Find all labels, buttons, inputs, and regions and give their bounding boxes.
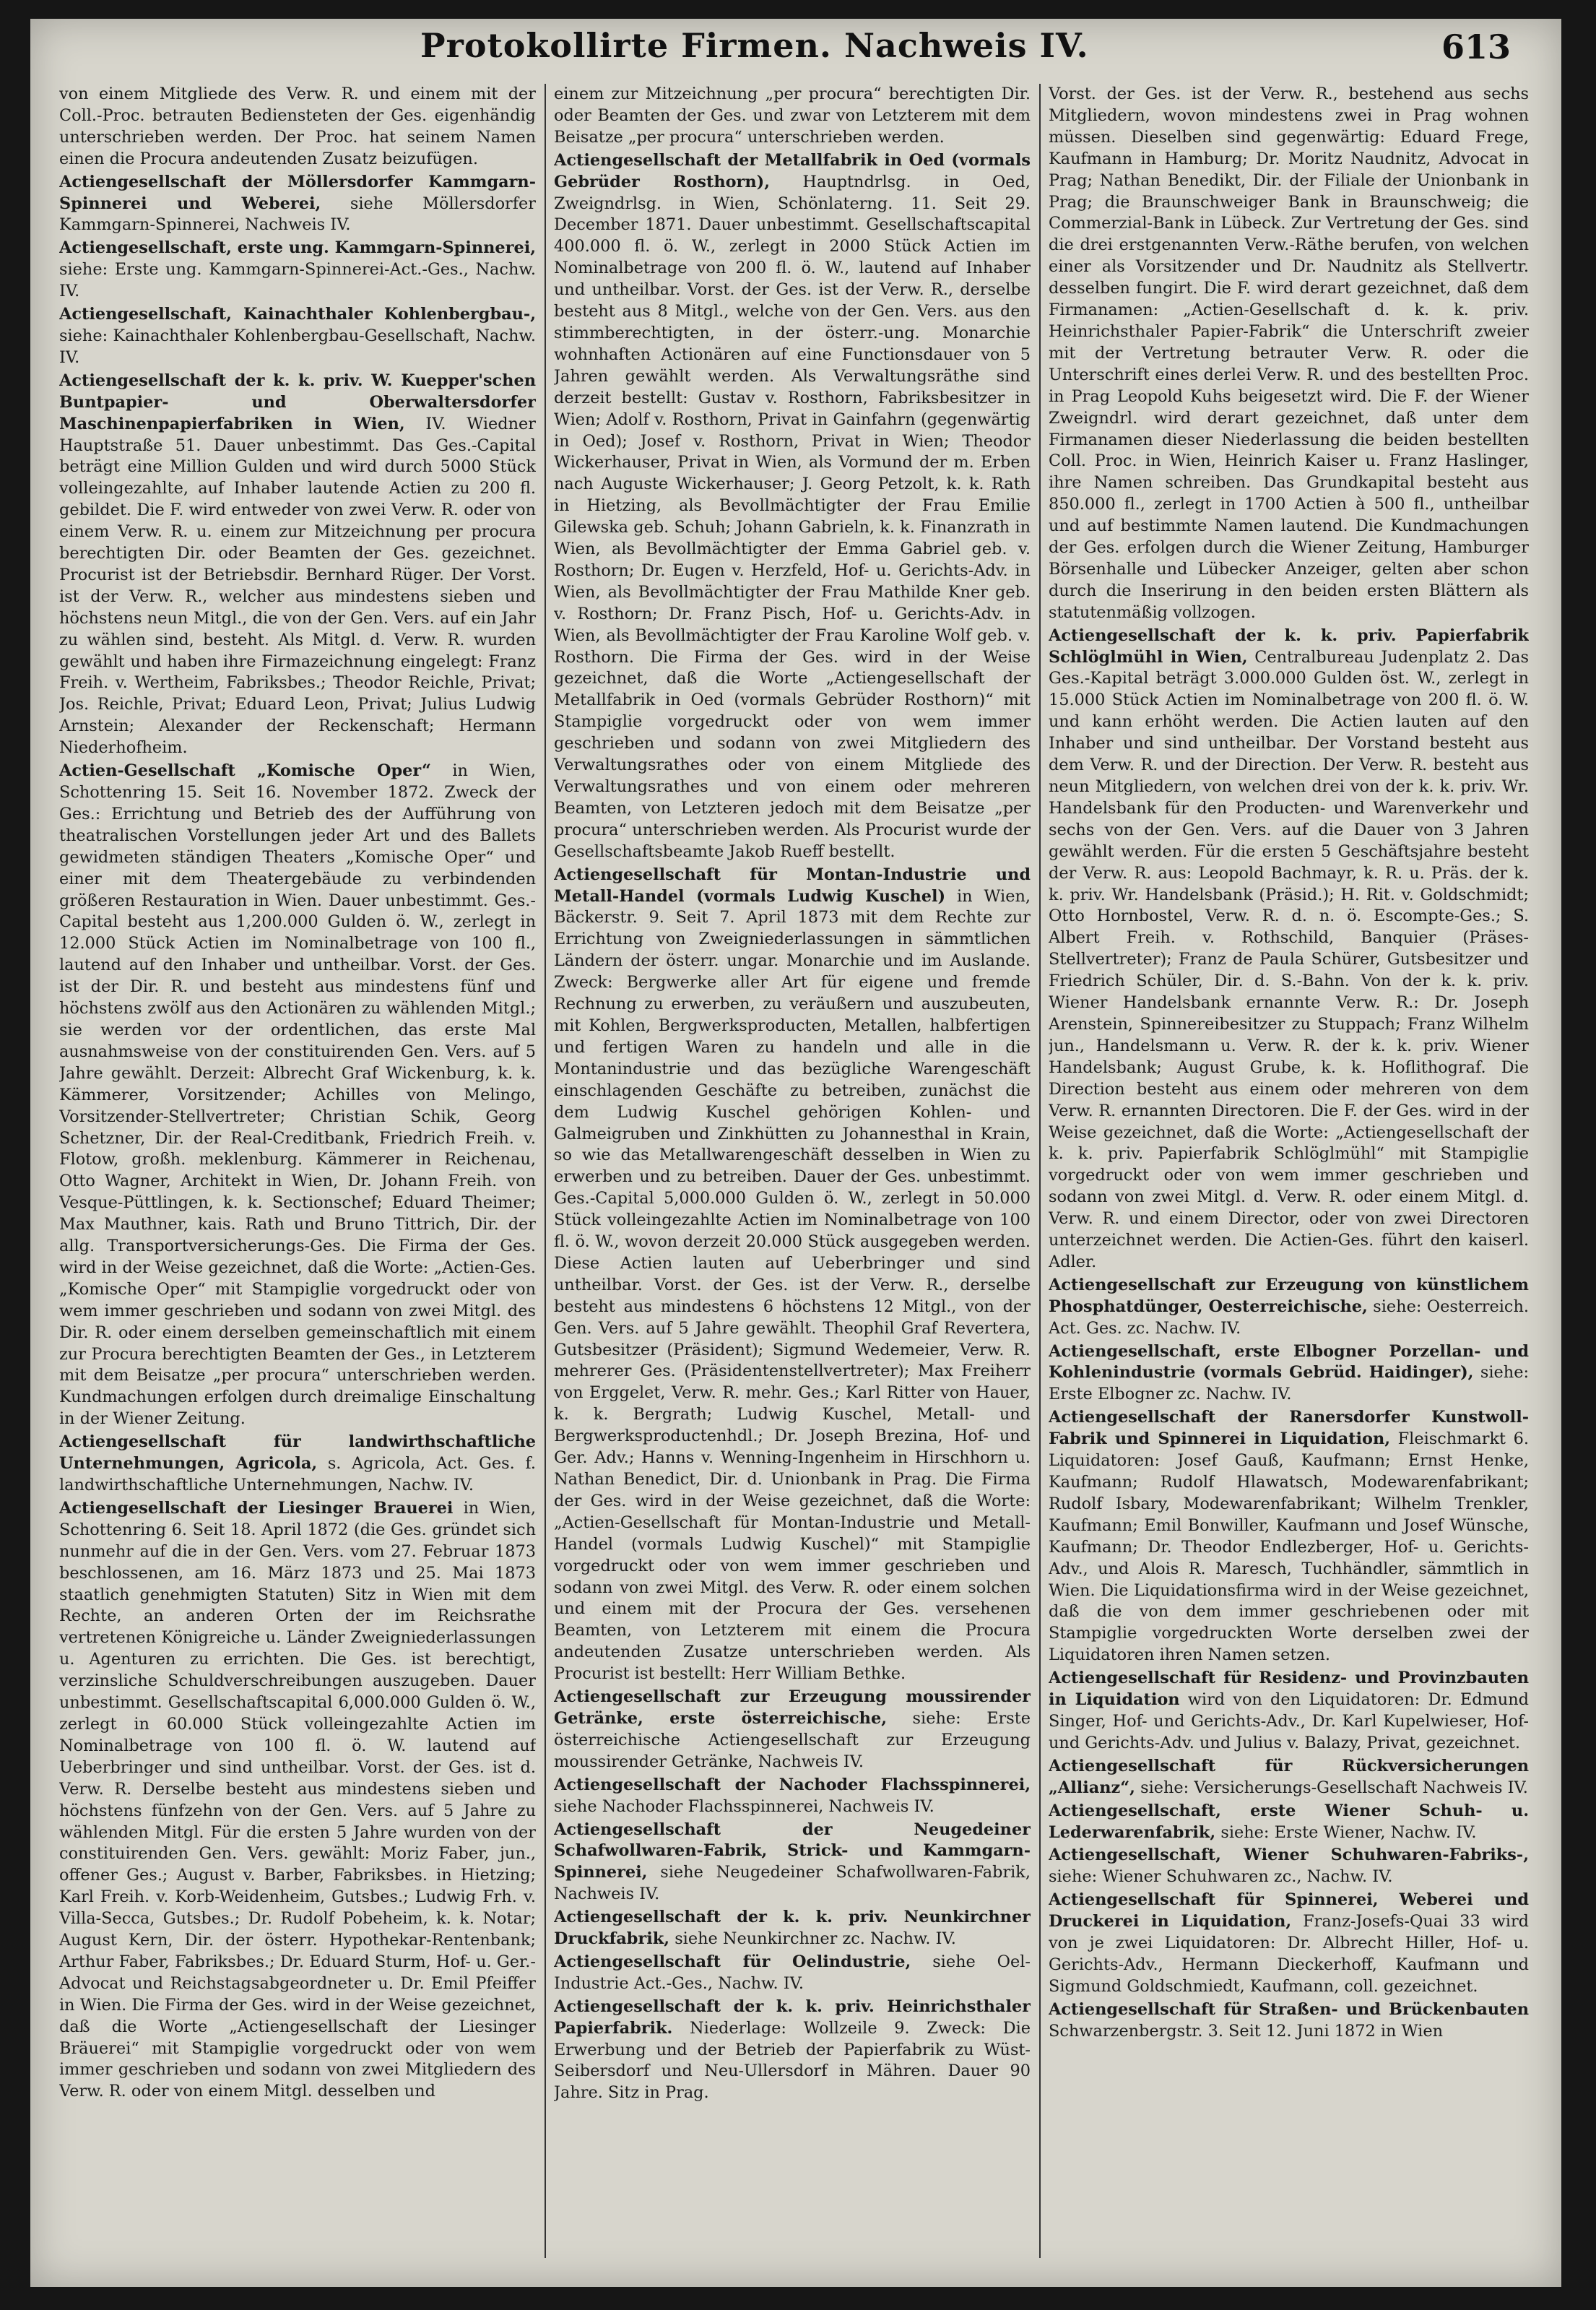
entry-text: siehe: Kainachthaler Kohlenbergbau-Gesellschaft, Nachw. IV. — [59, 326, 536, 367]
entry-text: einem zur Mitzeichnung „per procura“ berechtigten Dir. oder Beamten der Ges. und zwar von Letzterem mit dem Beisatze „per procura“ unterschrieben werden. — [554, 85, 1031, 147]
register-entry — [554, 1907, 1031, 1950]
column-3 — [1049, 84, 1529, 2265]
entry-heading: Actiengesellschaft für Spinnerei, Weberei und Druckerei in Liquidation, — [1049, 1890, 1529, 1932]
entry-heading: Actiengesellschaft der Nachoder Flachsspinnerei, — [554, 1775, 1031, 1794]
entry-text: siehe: Erste österreichische Actiengesellschaft zur Erzeugung moussirender Getränke, Nachweis IV. — [554, 1708, 1031, 1771]
entry-text: siehe Neugedeiner Schafwollwaren-Fabrik, Nachweis IV. — [554, 1863, 1031, 1904]
register-entry — [1049, 1890, 1529, 1998]
register-entry — [59, 761, 536, 1430]
entry-text: Niederlage: Wollzeile 9. Zweck: Die Erwerbung und der Betrieb der Papierfabrik zu Wüst-Seibersdorf und Neu-Ullersdorf in Mähren. Dauer 90 Jahre. Sitz in Prag. — [554, 2018, 1031, 2103]
register-entry — [554, 1820, 1031, 1906]
register-entry — [59, 1498, 536, 2103]
entry-text: siehe: Erste Elbogner zc. Nachw. IV. — [1049, 1363, 1529, 1404]
entry-text: von einem Mitgliede des Verw. R. und einem mit der Coll.-Proc. betrauten Bediensteten der Ges. eigenhändig unterschrieben werden. Der Proc. hat seinem Namen einen die Procura andeutenden Zusatz beizufügen. — [59, 85, 536, 168]
register-entry — [1049, 1756, 1529, 1799]
entry-heading: Actiengesellschaft, erste Wiener Schuh- u. Lederwarenfabrik, — [1049, 1801, 1529, 1842]
column-divider — [545, 84, 546, 2258]
entry-text: siehe: Oesterreich. Act. Ges. zc. Nachw. IV. — [1049, 1297, 1529, 1338]
entry-text: Schwarzenbergstr. 3. Seit 12. Juni 1872 in Wien — [1049, 2021, 1443, 2041]
entry-heading: Actiengesellschaft, Kainachthaler Kohlenbergbau-, — [59, 305, 536, 324]
register-entry — [1049, 1999, 1529, 2043]
entry-text: Centralbureau Judenplatz 2. Das Ges.-Kapital beträgt 3.000.000 Gulden öst. W., zerlegt in 15.000 Stück Actien im Nominalbetrage von 200 fl. ö. W. und kann erhöht werden. Die Actien lauten auf den Inhaber und sind untheilbar. Der Vorstand besteht aus dem Verw. R. und der Direction. Der Verw. R. besteht aus neun Mitgliedern, von welchen drei von der k. k. priv. Wr. Handelsbank für den Producten- und Warenverkehr und sechs von der Gen. Vers. auf die Dauer von 3 Jahren gewählt werden. Für die ersten 5 Geschäftsjahre besteht der Verw. R. aus: Leopold Bachmayr, k. R. u. Präs. der k. k. priv. Wr. Handelsbank (Präsid.); H. Rit. v. Goldschmidt; Otto Hornbostel, Verw. R. d. n. ö. Escompte-Ges.; S. Albert Freih. v. Rothschild, Banquier (Präses-Stellvertreter); Franz de Paula Schürer, Gutsbesitzer und Friedrich Schüler, Dir. d. S.-Bahn. Von der k. k. priv. Wiener Handelsbank ernannte Verw. R.: Dr. Joseph Arenstein, Spinnereibesitzer zu Stuppach; Franz Wilhelm jun., Handelsmann u. Verw. R. der k. k. priv. Wiener Handelsbank; August Grube, k. k. Hoflithograf. Die Direction besteht aus einem oder mehreren von dem Verw. R. ernannten Directoren. Die F. der Ges. wird in der Weise gezeichnet, daß die Worte: „Actiengesellschaft der k. k. priv. Papierfabrik Schlöglmühl“ mit Stampiglie vorgedruckt oder von wem immer geschrieben und sodann von zwei Mitgl. d. Verw. R. oder einem Mitgl. d. Verw. R. und einem Director, oder von zwei Directoren unterzeichnet werden. Die Actien-Ges. führt den kaiserl. Adler. — [1049, 647, 1529, 1271]
entry-text: siehe: Wiener Schuhwaren zc., Nachw. IV. — [1049, 1867, 1393, 1887]
entry-heading: Actiengesellschaft, erste ung. Kammgarn-Spinnerei, — [59, 238, 536, 258]
entry-heading: Actiengesellschaft der Möllersdorfer Kammgarn-Spinnerei und Weberei, — [59, 172, 536, 213]
entry-text: siehe Nachoder Flachsspinnerei, Nachweis IV. — [554, 1796, 934, 1816]
register-entry — [1049, 1845, 1529, 1888]
entry-heading: Actiengesellschaft der k. k. priv. W. Kuepper'schen Buntpapier- und Oberwaltersdorfer Maschinenpapierfabriken in Wien, — [59, 371, 536, 433]
entry-text: in Wien, Schottenring 15. Seit 16. November 1872. Zweck der Ges.: Errichtung und Betrieb des der Aufführung von theatralischen Vorstellungen jeder Art und des Ballets gewidmeten ständigen Theaters „Komische Oper“ und einer mit dem Theatergebäude zu verbindenden größeren Restauration in Wien. Dauer unbestimmt. Ges.-Capital besteht aus 1,200.000 Gulden ö. W., zerlegt in 12.000 Stück Actien im Nominalbetrage von 100 fl., lautend auf den Inhaber und untheilbar. Vorst. der Ges. ist der Dir. R. und besteht aus mindestens fünf und höchstens zwölf aus den Actionären zu wählenden Mitgl.; sie werden vor der ordentlichen, das erste Mal ausnahmsweise von der constituirenden Gen. Vers. auf 5 Jahre gewählt. Derzeit: Albrecht Graf Wickenburg, k. k. Kämmerer, Vorsitzender; Achilles von Melingo, Vorsitzender-Stellvertreter; Christian Schik, Georg Schetzner, Dir. der Real-Creditbank, Friedrich Freih. v. Flotow, großh. meklenburg. Kämmerer in Reichenau, Otto Wagner, Architekt in Wien, Dr. Johann Freih. von Vesque-Püttlingen, k. k. Sectionschef; Eduard Theimer; Max Mauthner, kais. Rath und Bruno Tittrich, Dir. der allg. Transportversicherungs-Ges. Die Firma der Ges. wird in der Weise gezeichnet, daß die Worte: „Actien-Ges. „Komische Oper“ mit Stampiglie vorgedruckt oder von wem immer geschrieben und sodann von zwei Mitgl. des Dir. R. oder einem derselben gemeinschaftlich mit einem zur Procura berechtigten Beamten der Ges., in Letzterem mit dem Beisatze „per procura“ unterschrieben werden. Kundmachungen erfolgen durch dreimalige Einschaltung in der Wiener Zeitung. — [59, 761, 536, 1429]
entry-text: siehe: Erste Wiener, Nachw. IV. — [1220, 1822, 1477, 1842]
register-entry — [554, 1997, 1031, 2105]
entry-text: siehe Neunkirchner zc. Nachw. IV. — [675, 1929, 956, 1949]
entry-text: in Wien, Schottenring 6. Seit 18. April 1872 (die Ges. gründet sich nunmehr auf die in der Gen. Vers. vom 27. Februar 1873 beschlossenen, am 16. März 1873 und 25. Mai 1873 staatlich genehmigten Statuten) Sitz in Wien mit dem Rechte, an anderen Orten der im Reichsrathe vertretenen Königreiche u. Länder Zweigniederlassungen u. Agenturen zu errichten. Die Ges. ist berechtigt, verzinsliche Schuldverschreibungen auszugeben. Dauer unbestimmt. Gesellschaftscapital 6,000.000 Gulden ö. W., zerlegt in 60.000 Stück volleingezahlte Actien im Nominalbetrage von 100 fl. ö. W. lautend auf Ueberbringer und sind untheilbar. Vorst. der Ges. ist d. Verw. R. Derselbe besteht aus mindestens sieben und höchstens fünfzehn von der Gen. Vers. auf 5 Jahre zu wählenden Mitgl. Für die ersten 5 Jahre wurden von der constituirenden Gen. Vers. gewählt: Moriz Faber, jun., offener Ges.; August v. Barber, Fabriksbes. in Hietzing; Karl Freih. v. Korb-Weidenheim, Gutsbes.; Ludwig Frh. v. Villa-Secca, Gutsbes.; Dr. Rudolf Pobeheim, k. k. Notar; August Kern, Dir. der österr. Hypothekar-Rentenbank; Arthur Faber, Fabriksbes.; Dr. Eduard Sturm, Hof- u. Ger.-Advocat und Reichstagsabgeordneter u. Dr. Emil Pfeiffer in Wien. Die Firma der Ges. wird in der Weise gezeichnet, daß die Worte „Actiengesellschaft der Liesinger Bräuerei“ mit Stampiglie vorgedruckt oder von wem immer geschrieben und sodann von zwei Mitgliedern des Verw. R. oder von einem Mitgl. desselben und — [59, 1498, 536, 2101]
column-1 — [59, 84, 536, 2265]
register-entry — [1049, 1341, 1529, 1406]
page-header — [30, 26, 1561, 77]
entry-heading: Actien-Gesellschaft „Komische Oper“ — [59, 761, 431, 781]
entry-heading: Actiengesellschaft der Ranersdorfer Kunstwoll-Fabrik und Spinnerei in Liquidation, — [1049, 1408, 1529, 1449]
register-entry — [1049, 1668, 1529, 1755]
register-entry — [554, 1775, 1031, 1818]
entry-heading: Actiengesellschaft zur Erzeugung von künstlichem Phosphatdünger, Oesterreichische, — [1049, 1275, 1529, 1316]
entry-heading: Actiengesellschaft der k. k. priv. Papierfabrik Schlöglmühl in Wien, — [1049, 626, 1529, 667]
register-entry — [1049, 1801, 1529, 1844]
entry-text: s. Agricola, Act. Ges. f. landwirthschaftliche Unternehmungen, Nachw. IV. — [59, 1454, 536, 1494]
register-entry — [554, 150, 1031, 863]
register-entry — [1049, 626, 1529, 1273]
register-entry — [554, 84, 1031, 149]
entry-heading: Actiengesellschaft für Residenz- und Provinzbauten in Liquidation — [1049, 1669, 1529, 1710]
entry-heading: Actiengesellschaft für Straßen- und Brückenbauten — [1049, 1999, 1529, 2019]
entry-heading: Actiengesellschaft der Liesinger Brauerei — [59, 1498, 454, 1518]
register-entry — [1049, 84, 1529, 624]
page-title: Protokollirte Firmen. Nachweis IV. — [420, 26, 1089, 65]
entry-heading: Actiengesellschaft für Rückversicherungen „Allianz“, — [1049, 1756, 1529, 1797]
entry-heading: Actiengesellschaft der k. k. priv. Neunkirchner Druckfabrik, — [554, 1908, 1031, 1949]
entry-text: siehe: Versicherungs-Gesellschaft Nachweis IV. — [1140, 1778, 1528, 1797]
register-entry — [59, 304, 536, 369]
entry-text: siehe Oel-Industrie Act.-Ges., Nachw. IV. — [554, 1952, 1031, 1993]
register-entry — [59, 84, 536, 170]
register-entry — [554, 865, 1031, 1685]
register-entry — [1049, 1275, 1529, 1340]
entry-heading: Actiengesellschaft der Metallfabrik in Oed (vormals Gebrüder Rosthorn), — [554, 150, 1031, 191]
entry-text: in Wien, Bäckerstr. 9. Seit 7. April 1873 mit dem Rechte zur Errichtung von Zweigniederlassungen in sämmtlichen Ländern der österr. ungar. Monarchie und im Auslande. Zweck: Bergwerke aller Art für eigene und fremde Rechnung zu erwerben, zu veräußern und auszubeuten, mit Kohlen, Bergwerksproducten, Metallen, halbfertigen und fertigen Waren zu handeln und alle in die Montanindustrie und das bezügliche Warengeschäft einschlagenden Geschäfte zu betreiben, zunächst die dem Ludwig Kuschel gehörigen Kohlen- und Galmeigruben und Zinkhütten zu Johannesthal in Krain, so wie das Metallwarengeschäft desselben in Wien zu erwerben und zu betreiben. Dauer der Ges. unbestimmt. Ges.-Capital 5,000.000 Gulden ö. W., zerlegt in 50.000 Stück volleingezahlte Actien im Nominalbetrage von 100 fl. ö. W., wovon derzeit 20.000 Stück ausgegeben werden. Diese Actien lauten auf Ueberbringer und sind untheilbar. Vorst. der Ges. ist der Verw. R., derselbe besteht aus mindestens 6 höchstens 12 Mitgl., von der Gen. Vers. auf 5 Jahre gewählt. Theophil Graf Revertera, Gutsbesitzer (Präsident); Sigmund Wedemeier, Verw. R. mehrerer Ges. (Präsidentenstellvertreter); Max Freiherr von Erggelet, Verw. R. mehr. Ges.; Karl Ritter von Hauer, k. k. Bergrath; Ludwig Kuschel, Metall- und Bergwerksproductenhdl.; Dr. Joseph Brezina, Hof- und Ger. Adv.; Hanns v. Wenning-Ingenheim in Hirschhorn u. Nathan Benedict, Dir. d. Unionbank in Prag. Die Firma der Ges. wird in der Weise gezeichnet, daß die Worte: „Actien-Gesellschaft für Montan-Industrie und Metall-Handel (vormals Ludwig Kuschel)“ mit Stampiglie vorgedruckt oder von wem immer geschrieben und sodann von zwei Mitgl. des Verw. R. oder einem solchen und einem mit der Procura der Ges. versehenen Beamten, von Letzterem mit einem die Procura andeutenden Zusatze unterschrieben werden. Als Procurist ist bestellt: Herr William Bethke. — [554, 886, 1031, 1684]
entry-heading: Actiengesellschaft für landwirthschaftliche Unternehmungen, Agricola, — [59, 1432, 536, 1474]
entry-text: wird von den Liquidatoren: Dr. Edmund Singer, Hof- und Gerichts-Adv., Dr. Karl Kupelwieser, Hof- und Gerichts-Adv. und Julius v. Balazy, Privat, gezeichnet. — [1049, 1690, 1529, 1752]
register-entry — [59, 172, 536, 237]
register-entry — [59, 371, 536, 759]
entry-text: IV. Wiedner Hauptstraße 51. Dauer unbestimmt. Das Ges.-Capital beträgt eine Million Gulden und wird durch 5000 Stück volleingezahlte, auf Inhaber lautende Actien zu 200 fl. gebildet. Die F. wird entweder von zwei Verw. R. oder von einem Verw. R. u. einem zur Mitzeichnung per procura berechtigten Dir. oder Beamten der Ges. gezeichnet. Procurist ist der Betriebsdir. Bernhard Rüger. Der Vorst. ist der Verw. R., welcher aus mindestens sieben und höchstens neun Mitgl., die von der Gen. Vers. auf ein Jahr zu wählen sind, besteht. Als Mitgl. d. Verw. R. wurden gewählt und haben ihre Firmazeichnung eingelegt: Franz Freih. v. Wertheim, Fabriksbes.; Theodor Reichle, Privat; Jos. Reichle, Privat; Eduard Leon, Privat; Julius Ludwig Arnstein; Alexander der Reckenschaft; Hermann Niederhofheim. — [59, 414, 536, 758]
register-entry — [59, 238, 536, 303]
entry-text: siehe: Erste ung. Kammgarn-Spinnerei-Act.-Ges., Nachw. IV. — [59, 260, 536, 301]
entry-heading: Actiengesellschaft zur Erzeugung moussirender Getränke, erste österreichische, — [554, 1687, 1031, 1728]
entry-heading: Actiengesellschaft für Oelindustrie, — [554, 1952, 911, 1971]
entry-text: Fleischmarkt 6. Liquidatoren: Josef Gauß, Kaufmann; Ernst Henke, Kaufmann; Rudolf Hlawatsch, Modewarenfabrikant; Rudolf Isbary, Modewarenfabrikant; Wilhelm Trenkler, Kaufmann; Emil Bonwiller, Kaufmann und Josef Wünsche, Kaufmann; Dr. Theodor Endlezberger, Hof- u. Gerichts-Adv., und Alois R. Maresch, Tuchhändler, sämmtlich in Wien. Die Liquidationsfirma wird in der Weise gezeichnet, daß die von dem immer geschriebenen oder mit Stampiglie vorgedruckten Worte derselben zwei der Liquidatoren ihren Namen setzen. — [1049, 1429, 1529, 1665]
entry-heading: Actiengesellschaft, Wiener Schuhwaren-Fabriks-, — [1049, 1846, 1529, 1865]
page-number: 613 — [1441, 27, 1511, 66]
entry-heading: Actiengesellschaft der Neugedeiner Schafwollwaren-Fabrik, Strick- und Kammgarn-Spinnerei, — [554, 1820, 1031, 1882]
entry-heading: Actiengesellschaft, erste Elbogner Porzellan- und Kohlenindustrie (vormals Gebrüd. Haidinger), — [1049, 1341, 1529, 1383]
entry-text: Franz-Josefs-Quai 33 wird von je zwei Liquidatoren: Dr. Albrecht Hiller, Hof- u. Gerichts-Adv., Hermann Dieckerhoff, Kaufmann und Sigmund Goldschmiedt, Kaufmann, coll. gezeichnet. — [1049, 1912, 1529, 1996]
entry-text: Hauptndrlsg. in Oed, Zweigndrlsg. in Wien, Schönlaterng. 11. Seit 29. December 1871. Dauer unbestimmt. Gesellschaftscapital 400.000 fl. ö. W., zerlegt in 2000 Stück Actien im Nominalbetrage von 200 fl. ö. W., lautend auf Inhaber und untheilbar. Vorst. der Ges. ist der Verw. R., derselbe besteht aus 8 Mitgl., welche von der Gen. Vers. aus den stimmberechtigten, in der österr.-ung. Monarchie wohnhaften Actionären auf eine Functionsdauer von 5 Jahren gewählt werden. Als Verwaltungsräthe sind derzeit bestellt: Gustav v. Rosthorn, Fabriksbesitzer in Wien; Adolf v. Rosthorn, Privat in Gainfahrn (gegenwärtig in Oed); Josef v. Rosthorn, Privat in Wien; Theodor Wickerhauser, Privat in Wien, als Vormund der m. Erben nach Auguste Wickerhauser; J. Georg Petzolt, k. k. Rath in Hietzing, als Bevollmächtigter der Frau Emilie Gilewska geb. Schuh; Johann Gabrieln, k. k. Finanzrath in Wien, als Bevollmächtigter der Emma Gabriel geb. v. Rosthorn; Dr. Eugen v. Herzfeld, Hof- u. Gerichts-Adv. in Wien, als Bevollmächtigter der Frau Mathilde Kner geb. v. Rosthorn; Dr. Franz Pisch, Hof- u. Gerichts-Adv. in Wien, als Bevollmächtigter der Frau Karoline Wolf geb. v. Rosthorn. Die Firma der Ges. wird in der Weise gezeichnet, daß die Worte „Actiengesellschaft der Metallfabrik in Oed (vormals Gebrüder Rosthorn)“ mit Stampiglie vorgedruckt oder von wem immer geschrieben und sodann von zwei Mitgliedern des Verwaltungsrathes oder von einem Mitgliede des Verwaltungsrathes und von einem oder mehreren Beamten, von Letzteren jedoch mit dem Beisatze „per procura“ unterschrieben werden. Als Procurist wurde der Gesellschaftsbeamte Jakob Rueff bestellt. — [554, 172, 1031, 861]
entry-heading: Actiengesellschaft für Montan-Industrie und Metall-Handel (vormals Ludwig Kuschel) — [554, 865, 1031, 906]
register-entry — [554, 1687, 1031, 1773]
newspaper-page — [30, 19, 1561, 2287]
column-divider — [1039, 84, 1041, 2258]
register-entry — [1049, 1407, 1529, 1666]
register-entry — [554, 1952, 1031, 1995]
entry-text: Vorst. der Ges. ist der Verw. R., bestehend aus sechs Mitgliedern, wovon mindestens zwei in Prag wohnen müssen. Dieselben sind gegenwärtig: Eduard Frege, Kaufmann in Hamburg; Dr. Moritz Naudnitz, Advocat in Prag; Nathan Benedikt, Dir. der Filiale der Unionbank in Prag; die Braunschweiger Bank in Braunschweig; die Commerzial-Bank in Lübeck. Zur Vertretung der Ges. sind die drei erstgenannten Verw.-Räthe berufen, von welchen einer als Vorsitzender und Dr. Naudnitz als Stellvertr. desselben fungirt. Die F. wird derart gezeichnet, daß dem Firmanamen: „Actien-Gesellschaft d. k. k. priv. Heinrichsthaler Papier-Fabrik“ die Unterschrift zweier mit der Vertretung betrauter Verw. R. oder die Unterschrift eines derlei Verw. R. und des bestellten Proc. in Prag Leopold Kuhs beigesetzt wird. Die F. der Wiener Zweigndrl. wird derart gezeichnet, daß unter dem Firmanamen dieser Niederlassung die beiden bestellten Coll. Proc. in Wien, Heinrich Kaiser u. Franz Haslinger, ihre Namen schreiben. Das Grundkapital besteht aus 850.000 fl., zerlegt in 1700 Actien à 500 fl., untheilbar und auf bestimmte Namen lautend. Die Kundmachungen der Ges. erfolgen durch die Wiener Zeitung, Hamburger Börsenhalle und Lübecker Anzeiger, gelten aber schon durch die Inserirung in den beiden ersten Blättern als statutenmäßig vollzogen. — [1049, 85, 1529, 622]
register-entry — [59, 1432, 536, 1497]
column-2 — [554, 84, 1031, 2265]
entry-text: siehe Möllersdorfer Kammgarn-Spinnerei, Nachweis IV. — [59, 194, 536, 235]
entry-heading: Actiengesellschaft der k. k. priv. Heinrichsthaler Papierfabrik. — [554, 1997, 1031, 2038]
